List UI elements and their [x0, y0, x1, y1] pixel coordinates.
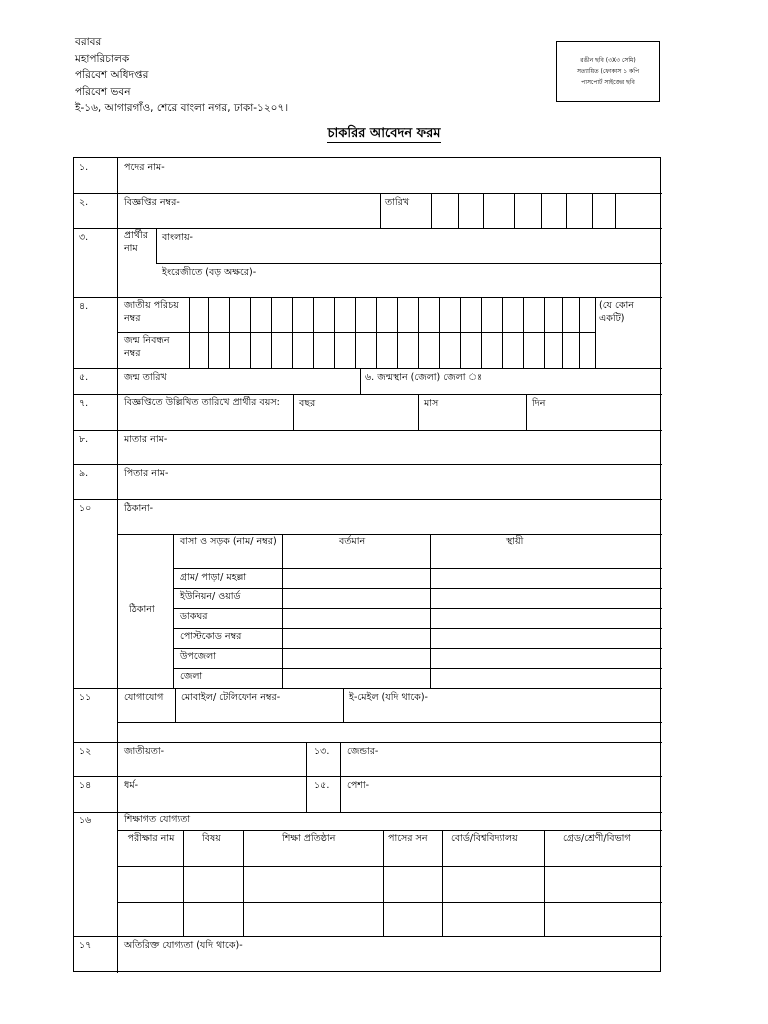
form-title: চাকরির আবেদন ফরম: [327, 126, 441, 141]
address-item-label: পোস্টকোড নম্বর: [180, 631, 242, 642]
row-number: ৪.: [79, 301, 89, 312]
address-side-label: ঠিকানা: [129, 604, 155, 615]
permanent-address-header: স্থায়ী: [506, 536, 524, 547]
age-month-label: মাস: [424, 398, 439, 409]
row-number: ১২: [79, 746, 92, 757]
age-label: বিজ্ঞপ্তিতে উল্লিখিত তারিখে প্রার্থীর বয়স:: [124, 397, 280, 408]
subject-header: বিষয়: [202, 833, 221, 844]
address-item-label: জেলা: [180, 671, 203, 682]
date-label: তারিখ: [385, 197, 410, 208]
birth-date-label: জন্ম তারিখ: [124, 372, 167, 383]
birth-registration-label: জন্ম নিবন্ধন নম্বর: [124, 335, 170, 359]
religion-label: ধর্ম-: [124, 780, 139, 791]
address-item-label: ডাকঘর: [180, 611, 208, 622]
exam-name-header: পরীক্ষার নাম: [127, 833, 175, 844]
gender-label: জেন্ডার-: [347, 746, 379, 757]
row-number: ১১: [79, 692, 92, 703]
row-number: ৫.: [79, 372, 89, 383]
age-day-label: দিন: [532, 398, 546, 409]
age-year-label: বছর: [299, 398, 316, 409]
row-number: ১৭: [79, 940, 92, 951]
institution-header: শিক্ষা প্রতিষ্ঠান: [282, 833, 336, 844]
photo-box-text: রঙীন ছবি (৩X৩ সেমি): [580, 57, 636, 64]
circular-number-label: বিজ্ঞপ্তির নম্বর-: [124, 197, 180, 208]
address-line: মহাপরিচালক: [75, 52, 130, 65]
row-number: ৯.: [79, 468, 89, 479]
board-university-header: বোর্ড/বিশ্ববিদ্যালয়: [451, 833, 518, 844]
education-label: শিক্ষাগত যোগ্যতা: [124, 814, 191, 825]
row-number: ২.: [79, 197, 89, 208]
row-number: ১.: [79, 162, 89, 173]
phone-label: মোবাইল/ টেলিফোন নম্বর-: [181, 692, 281, 703]
photo-box[interactable]: [556, 41, 660, 102]
address-label: ঠিকানা-: [124, 503, 154, 514]
name-english-label: ইংরেজীতে (বড় অক্ষরে)-: [162, 267, 257, 278]
address-line: বরাবর: [75, 36, 102, 48]
either-one-note: (যে কোন একটি): [599, 300, 634, 324]
contact-label: যোগাযোগ: [124, 692, 164, 703]
row-number: ১৪: [79, 780, 92, 791]
father-name-label: পিতার নাম-: [124, 468, 169, 479]
present-address-header: বর্তমান: [339, 536, 366, 547]
name-bangla-label: বাংলায়-: [162, 232, 193, 243]
grade-division-header: গ্রেড/শ্রেণী/বিভাগ: [563, 833, 631, 844]
address-item-label: ইউনিয়ন/ ওয়ার্ড: [180, 591, 241, 602]
additional-qualification-label: অতিরিক্ত যোগ্যতা (যদি থাকে)-: [124, 940, 243, 951]
row-number: ১৩.: [314, 746, 330, 757]
row-number: ১৬: [79, 815, 92, 826]
row-number: ৮.: [79, 434, 89, 445]
applicant-name-label: প্রার্থীর নাম: [124, 230, 148, 254]
row-number: ৩.: [79, 232, 89, 243]
address-item-label: উপজেলা: [180, 651, 216, 662]
address-item-label: গ্রাম/ পাড়া/ মহল্লা: [180, 572, 247, 583]
address-line: ই-১৬, আগারগাঁও, শেরে বাংলা নগর, ঢাকা-১২০৭।: [75, 102, 289, 114]
post-name-label: পদের নাম-: [124, 162, 165, 173]
photo-box-text: সত্যায়িত (ফোকাস ১ কপি: [576, 68, 640, 75]
birthplace-label: ৬. জন্মস্থান (জেলা) জেলা ঃ: [365, 372, 483, 383]
email-label: ই-মেইল (যদি থাকে)-: [349, 692, 428, 703]
row-number: ১০: [79, 503, 92, 514]
nid-label: জাতীয় পরিচয় নম্বর: [124, 300, 179, 324]
passing-year-header: পাসের সন: [388, 833, 428, 844]
address-line: পরিবেশ ভবন: [75, 85, 131, 98]
row-number: ৭.: [79, 398, 89, 409]
application-form: [73, 157, 661, 972]
row-number: ১৫.: [314, 780, 330, 791]
address-line: পরিবেশ অধিদপ্তর: [75, 69, 149, 81]
address-item-label: বাসা ও সড়ক (নাম/ নম্বর): [180, 536, 277, 547]
nationality-label: জাতীয়তা-: [124, 746, 165, 757]
photo-box-text: পাসপোর্ট সাইজের ছবি: [581, 79, 635, 86]
addressee-block: [75, 34, 288, 117]
mother-name-label: মাতার নাম-: [124, 434, 168, 445]
occupation-label: পেশা-: [347, 780, 370, 791]
